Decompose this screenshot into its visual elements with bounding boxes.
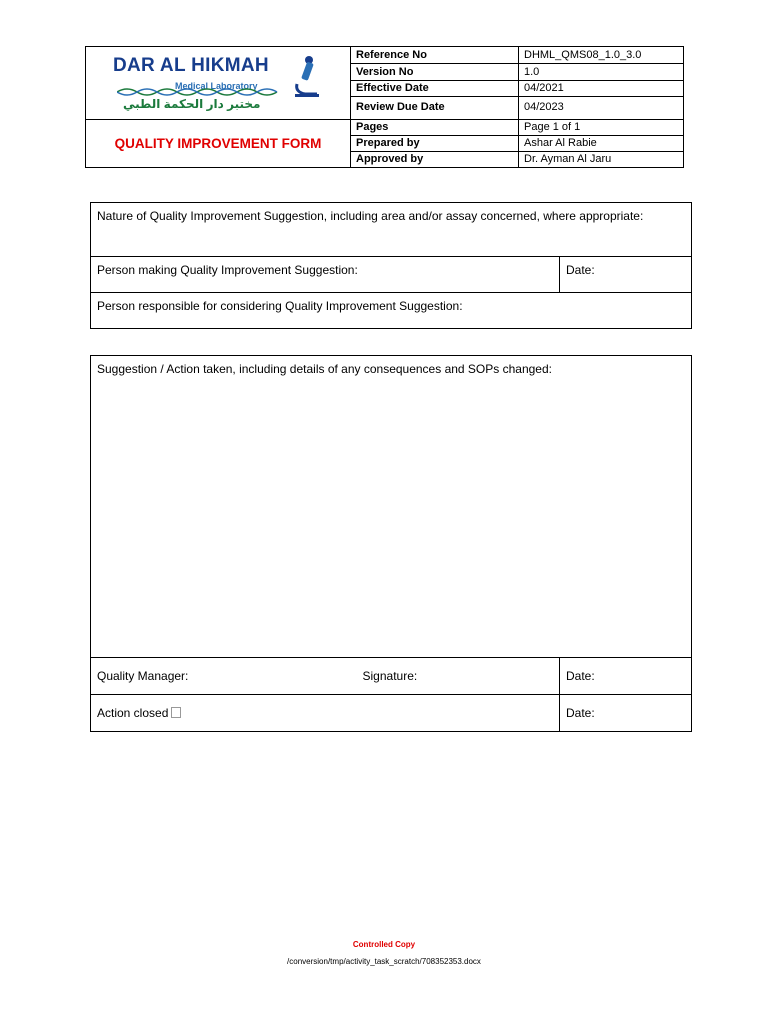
action-taken-table xyxy=(90,355,692,732)
logo-cell xyxy=(86,47,351,120)
person-responsible-label: Person responsible for considering Quality Improvement Suggestion: xyxy=(97,299,463,313)
quality-manager-label: Quality Manager: xyxy=(97,669,189,683)
meta-value: Ashar Al Rabie xyxy=(519,135,684,151)
action-closed-checkbox[interactable] xyxy=(171,707,181,718)
controlled-copy-label: Controlled Copy xyxy=(352,940,416,949)
nature-label: Nature of Quality Improvement Suggestion, including area and/or assay concerned, where appropriate: xyxy=(97,209,644,223)
suggestion-action-field[interactable] xyxy=(91,356,692,658)
meta-value: Page 1 of 1 xyxy=(519,119,684,135)
form-title: QUALITY IMPROVEMENT FORM xyxy=(86,119,351,167)
meta-label: Review Due Date xyxy=(351,97,519,120)
person-making-field[interactable] xyxy=(91,257,560,293)
action-closed-label: Action closed xyxy=(97,706,169,720)
nature-field[interactable] xyxy=(91,203,692,257)
meta-value: DHML_QMS08_1.0_3.0 xyxy=(519,47,684,64)
date-label: Date: xyxy=(566,706,595,720)
closed-date-field[interactable] xyxy=(560,695,692,732)
date-label: Date: xyxy=(566,263,595,277)
meta-label: Effective Date xyxy=(351,80,519,96)
logo-tagline: Medical Laboratory xyxy=(175,80,258,91)
date-label: Date: xyxy=(566,669,595,683)
meta-label: Prepared by xyxy=(351,135,519,151)
microscope-icon xyxy=(291,54,321,98)
meta-value: 04/2021 xyxy=(519,80,684,96)
company-logo xyxy=(113,52,323,114)
logo-wordmark: DAR AL HIKMAH xyxy=(113,54,269,76)
file-path-label: /conversion/tmp/activity_task_scratch/708352353.docx xyxy=(287,957,481,966)
meta-label: Version No xyxy=(351,64,519,80)
person-making-label: Person making Quality Improvement Suggestion: xyxy=(97,263,358,277)
suggestion-details-table xyxy=(90,202,692,329)
meta-value: 1.0 xyxy=(519,64,684,80)
document-header xyxy=(85,46,684,168)
suggestion-date-field[interactable] xyxy=(560,257,692,293)
meta-value: 04/2023 xyxy=(519,97,684,120)
suggestion-action-label: Suggestion / Action taken, including details of any consequences and SOPs changed: xyxy=(97,362,552,376)
action-closed-field[interactable] xyxy=(91,695,560,732)
meta-value: Dr. Ayman Al Jaru xyxy=(519,151,684,167)
manager-date-field[interactable] xyxy=(560,658,692,695)
person-responsible-field[interactable] xyxy=(91,293,692,329)
meta-label: Reference No xyxy=(351,47,519,64)
meta-label: Pages xyxy=(351,119,519,135)
signature-label: Signature: xyxy=(362,669,418,683)
signature-field[interactable] xyxy=(357,658,560,695)
quality-manager-field[interactable] xyxy=(91,658,357,695)
logo-arabic-text: مختبر دار الحكمة الطبي xyxy=(123,96,261,111)
meta-label: Approved by xyxy=(351,151,519,167)
